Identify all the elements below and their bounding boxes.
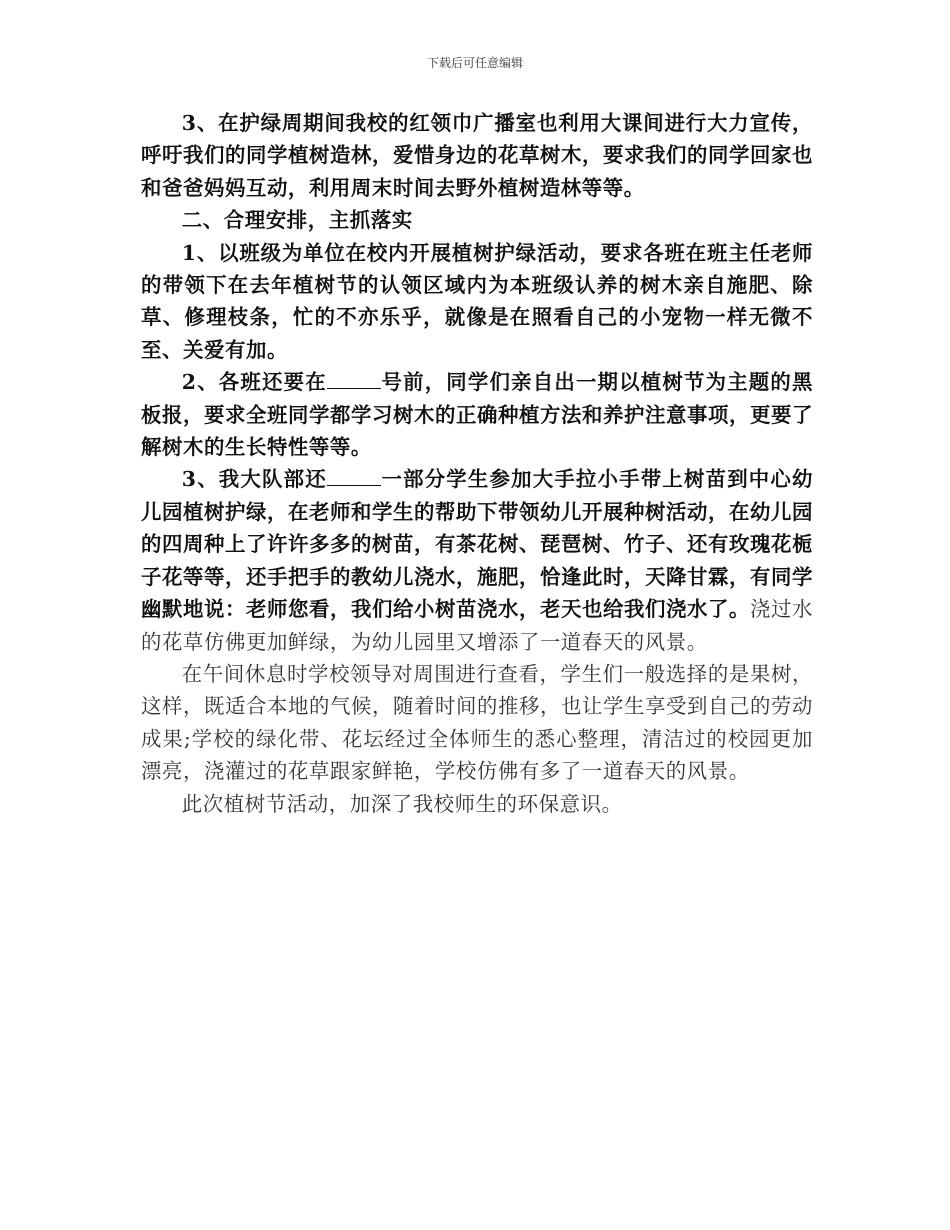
page-header-note: 下载后可任意编辑	[426, 56, 523, 70]
paragraph-kindergarten-start: 3、我大队部还	[181, 467, 327, 492]
paragraph-blackboard	[141, 366, 813, 463]
section-heading-arrangement: 二、合理安排，主抓落实	[181, 208, 413, 233]
paragraph-radio-promotion: 3、在护绿周期间我校的红领巾广播室也利用大课间进行大力宣传，呼吁我们的同学植树造林，爱惜身边的花草树木，要求我们的同学回家也和爸爸妈妈互动，利用周末时间去野外植树造林等等。	[141, 111, 813, 200]
document-body	[141, 107, 813, 820]
paragraph-kindergarten	[141, 463, 813, 657]
paragraph-campus-inspection: 在午间休息时学校领导对周围进行查看，学生们一般选择的是果树，这样，既适合本地的气候，随着时间的推移，也让学生享受到自己的劳动成果;学校的绿化带、花坛经过全体师生的悉心整理，清洁过的校园更加漂亮，浇灌过的花草跟家鲜艳，学校仿佛有多了一道春天的风景。	[141, 661, 813, 784]
paragraph-kindergarten-tail: 浇过水的花草仿佛更加鲜绿，为幼儿园里又增添了一道春天的风景。	[141, 597, 813, 654]
paragraph-blackboard-start: 2、各班还要在	[181, 370, 327, 395]
paragraph-blackboard-rest: 号前，同学们亲自出一期以植树节为主题的黑板报，要求全班同学都学习树木的正确种植方法和养护注意事项，更要了解树木的生长特性等等。	[141, 370, 814, 460]
fill-in-blank	[327, 467, 381, 486]
paragraph-conclusion: 此次植树节活动，加深了我校师生的环保意识。	[181, 791, 623, 816]
paragraph-kindergarten-bold: 一部分学生参加大手拉小手带上树苗到中心幼儿园植树护绿，在老师和学生的帮助下带领幼儿开展种树活动，在幼儿园的四周种上了许许多多的树苗，有茶花树、琵琶树、竹子、还有玫瑰花栀子花等等，还手把手的教幼儿浇水，施肥，恰逢此时，天降甘霖，有同学幽默地说：老师您看，我们给小树苗浇水，老天也给我们浇水了。	[141, 467, 814, 622]
paragraph-class-activities: 1、以班级为单位在校内开展植树护绿活动，要求各班在班主任老师的带领下在去年植树节的认领区域内为本班级认养的树木亲自施肥、除草、修理枝条，忙的不亦乐乎，就像是在照看自己的小宠物一样无微不至、关爱有加。	[141, 240, 813, 362]
fill-in-blank	[327, 370, 381, 389]
